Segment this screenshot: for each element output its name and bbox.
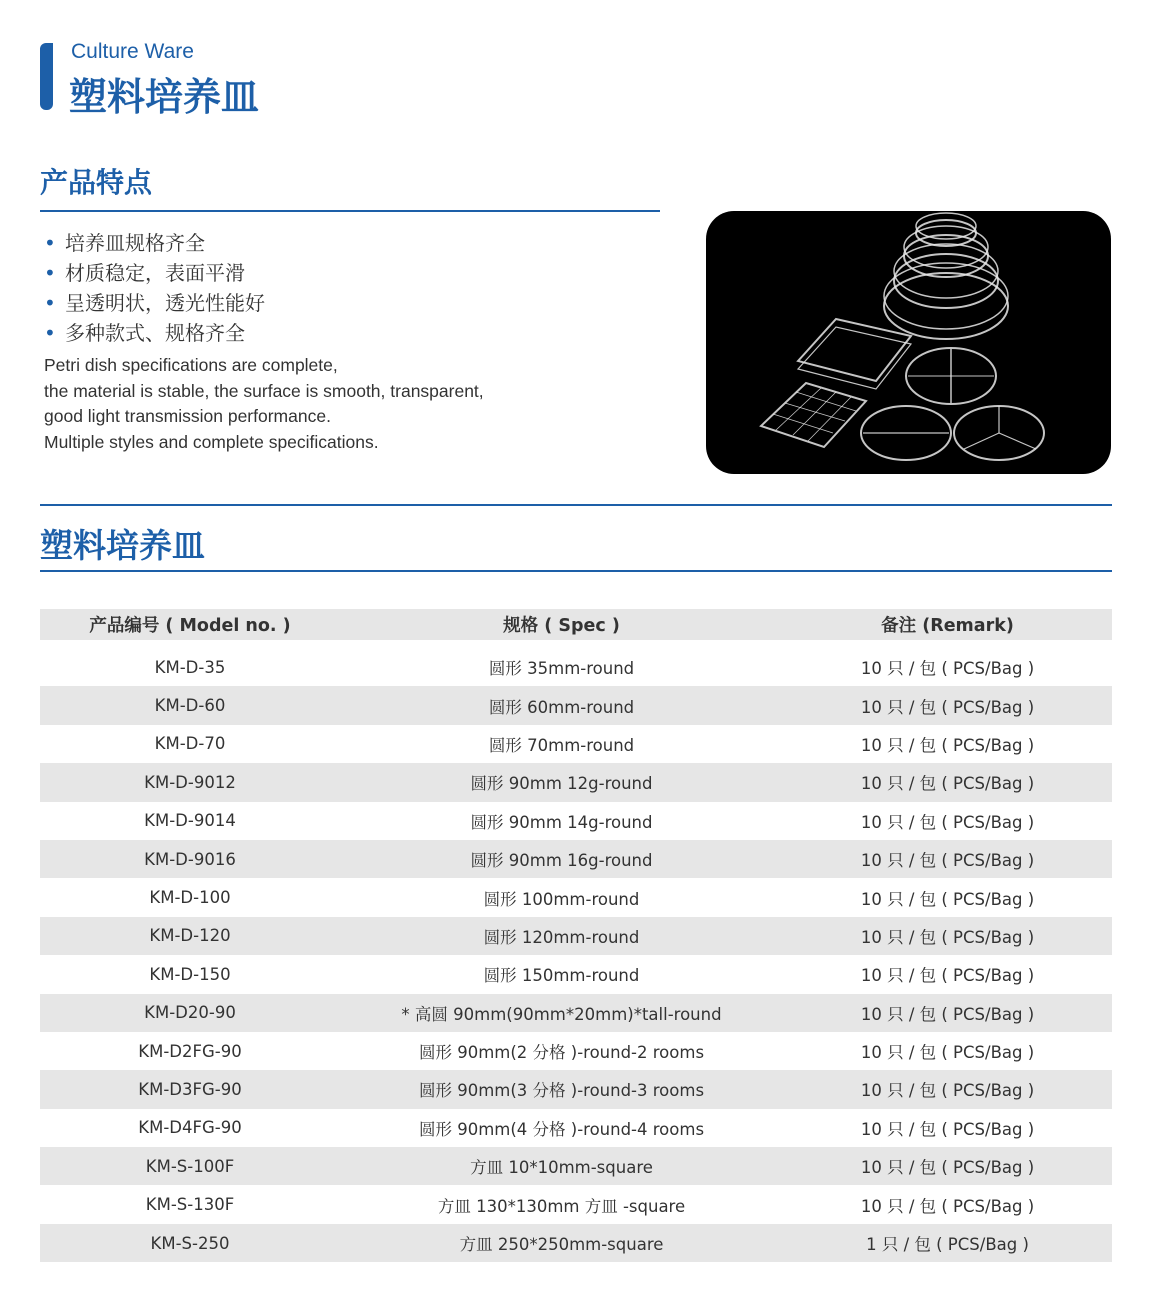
feature-text: 呈透明状，透光性能好 — [65, 291, 265, 315]
table-row — [40, 955, 1112, 993]
model-cell: KM-D-60 — [154, 696, 226, 716]
model-cell: KM-S-130F — [145, 1195, 235, 1215]
table-heading: 塑料培养皿 — [40, 526, 205, 565]
table-row — [40, 1185, 1112, 1223]
feature-item — [44, 318, 265, 348]
spec-cell: 圆形 90mm 14g-round — [470, 812, 653, 832]
column-header-model: 产品编号 ( Model no. ) — [89, 616, 291, 636]
model-cell: KM-D-9014 — [144, 811, 236, 831]
table-row — [40, 840, 1112, 878]
spec-cell: * 高圆 90mm(90mm*20mm)*tall-round — [401, 1004, 722, 1024]
spec-cell: 圆形 90mm(2 分格 )-round-2 rooms — [418, 1043, 705, 1063]
table-row — [40, 1147, 1112, 1185]
remark-cell: 10 只 / 包 ( PCS/Bag ) — [860, 1004, 1035, 1024]
feature-item — [44, 228, 265, 258]
remark-cell: 10 只 / 包 ( PCS/Bag ) — [860, 1119, 1035, 1139]
spec-cell: 圆形 90mm 12g-round — [470, 774, 653, 794]
remark-cell: 10 只 / 包 ( PCS/Bag ) — [860, 966, 1035, 986]
table-row — [40, 648, 1112, 686]
header-accent-bar — [40, 43, 53, 110]
spec-cell: 圆形 90mm(4 分格 )-round-4 rooms — [418, 1119, 705, 1139]
header-title-en: Culture Ware — [71, 40, 194, 63]
remark-cell: 10 只 / 包 ( PCS/Bag ) — [860, 735, 1035, 755]
feature-text: 多种款式、规格齐全 — [65, 321, 245, 345]
table-row — [40, 917, 1112, 955]
bullet-icon: • — [44, 261, 56, 285]
bullet-icon: • — [44, 321, 56, 345]
english-description — [44, 353, 484, 456]
spec-cell: 方皿 250*250mm-square — [459, 1235, 664, 1255]
remark-cell: 10 只 / 包 ( PCS/Bag ) — [860, 812, 1035, 832]
remark-cell: 1 只 / 包 ( PCS/Bag ) — [866, 1235, 1029, 1255]
table-row — [40, 994, 1112, 1032]
remark-cell: 10 只 / 包 ( PCS/Bag ) — [860, 659, 1035, 679]
spec-cell: 方皿 130*130mm 方皿 -square — [437, 1196, 686, 1216]
remark-cell: 10 只 / 包 ( PCS/Bag ) — [860, 1043, 1035, 1063]
column-header-remark: 备注 (Remark) — [881, 616, 1014, 636]
table-heading-rule — [40, 570, 1112, 572]
header-title-cn: 塑料培养皿 — [69, 75, 260, 119]
model-cell: KM-D20-90 — [144, 1003, 236, 1023]
remark-cell: 10 只 / 包 ( PCS/Bag ) — [860, 1196, 1035, 1216]
table-row — [40, 725, 1112, 763]
table-row — [40, 1109, 1112, 1147]
spec-cell: 方皿 10*10mm-square — [470, 1158, 653, 1178]
model-cell: KM-S-250 — [150, 1233, 230, 1253]
table-row — [40, 1224, 1112, 1262]
model-cell: KM-S-100F — [145, 1156, 235, 1176]
petri-dish-illustration — [706, 211, 1111, 474]
table-row — [40, 802, 1112, 840]
model-cell: KM-D-120 — [149, 926, 231, 946]
model-cell: KM-D2FG-90 — [138, 1041, 242, 1061]
table-row — [40, 686, 1112, 724]
features-divider — [40, 210, 660, 212]
remark-cell: 10 只 / 包 ( PCS/Bag ) — [860, 1158, 1035, 1178]
model-cell: KM-D-9012 — [144, 772, 236, 792]
spec-table — [40, 609, 1112, 1262]
bullet-icon: • — [44, 291, 56, 315]
spec-cell: 圆形 90mm(3 分格 )-round-3 rooms — [418, 1081, 705, 1101]
section-divider — [40, 504, 1112, 506]
model-cell: KM-D-9016 — [144, 849, 236, 869]
model-cell: KM-D-70 — [154, 734, 226, 754]
english-line: Petri dish specifications are complete, — [44, 355, 338, 375]
remark-cell: 10 只 / 包 ( PCS/Bag ) — [860, 927, 1035, 947]
feature-item — [44, 288, 265, 318]
table-row — [40, 1070, 1112, 1108]
features-heading: 产品特点 — [40, 166, 153, 199]
model-cell: KM-D-100 — [149, 888, 231, 908]
model-cell: KM-D3FG-90 — [138, 1079, 242, 1099]
feature-item — [44, 258, 265, 288]
column-header-spec: 规格 ( Spec ) — [503, 616, 620, 636]
spec-cell: 圆形 70mm-round — [488, 735, 635, 755]
table-row — [40, 763, 1112, 801]
feature-text: 材质稳定，表面平滑 — [65, 261, 245, 285]
remark-cell: 10 只 / 包 ( PCS/Bag ) — [860, 1081, 1035, 1101]
feature-list — [44, 228, 265, 348]
spec-cell: 圆形 90mm 16g-round — [470, 851, 653, 871]
spec-cell: 圆形 120mm-round — [483, 927, 640, 947]
spec-cell: 圆形 35mm-round — [488, 659, 635, 679]
spec-cell: 圆形 150mm-round — [483, 966, 640, 986]
table-header-row — [40, 609, 1112, 640]
feature-text: 培养皿规格齐全 — [65, 231, 205, 255]
english-line: the material is stable, the surface is smooth, transparent, — [44, 380, 484, 401]
remark-cell: 10 只 / 包 ( PCS/Bag ) — [860, 697, 1035, 717]
model-cell: KM-D4FG-90 — [138, 1118, 242, 1138]
spec-cell: 圆形 100mm-round — [483, 889, 640, 909]
english-line: Multiple styles and complete specifications. — [44, 432, 379, 453]
remark-cell: 10 只 / 包 ( PCS/Bag ) — [860, 774, 1035, 794]
model-cell: KM-D-150 — [149, 964, 231, 984]
remark-cell: 10 只 / 包 ( PCS/Bag ) — [860, 851, 1035, 871]
table-row — [40, 878, 1112, 916]
bullet-icon: • — [44, 231, 56, 255]
product-photo — [706, 211, 1111, 474]
table-row — [40, 1032, 1112, 1070]
model-cell: KM-D-35 — [154, 657, 226, 677]
spec-cell: 圆形 60mm-round — [488, 697, 635, 717]
remark-cell: 10 只 / 包 ( PCS/Bag ) — [860, 889, 1035, 909]
english-line: good light transmission performance. — [44, 406, 331, 427]
